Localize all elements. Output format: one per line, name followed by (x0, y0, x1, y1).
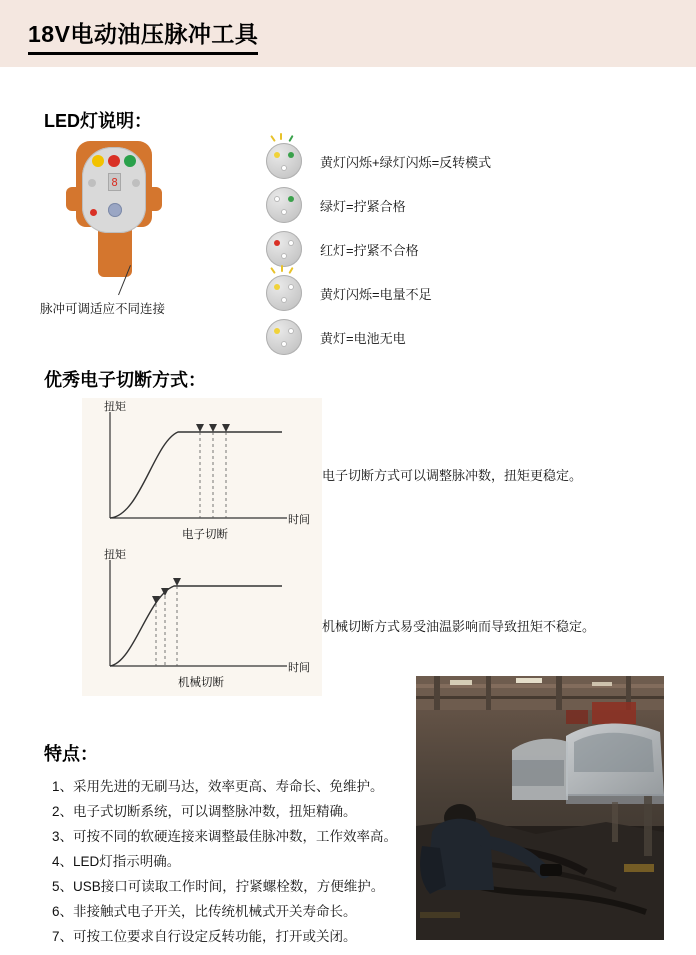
list-item (266, 271, 666, 315)
panel-adjust-button (108, 203, 122, 217)
mechanical-cutoff-chart (82, 546, 322, 696)
electronic-chart-caption: 电子切断 (182, 529, 228, 541)
panel-yellow-led-icon (92, 155, 104, 167)
electronic-x-axis-label: 时间 (288, 514, 310, 526)
led-red-icon (266, 231, 302, 267)
legend-label: 黄灯闪烁+绿灯闪烁=反转模式 (320, 154, 492, 170)
mechanical-x-axis-label: 时间 (288, 662, 310, 674)
mechanical-y-axis-label: 扭矩 (104, 549, 126, 561)
list-item: 3、可按不同的软硬连接来调整最佳脉冲数，工作效率高。 (52, 829, 398, 844)
list-item (266, 139, 666, 183)
panel-small-red-dot-icon (90, 209, 97, 216)
list-item (266, 227, 666, 271)
list-item: 6、非接触式电子开关，比传统机械式开关寿命长。 (52, 904, 357, 919)
led-green-icon (266, 187, 302, 223)
factory-assembly-line-photo (416, 676, 664, 940)
mechanical-chart-caption: 机械切断 (178, 677, 224, 689)
panel-green-led-icon (124, 155, 136, 167)
page-title: 18V电动油压脉冲工具 (28, 16, 258, 55)
led-yellow-green-blink-icon (266, 143, 302, 179)
panel-red-led-icon (108, 155, 120, 167)
list-item: 5、USB接口可读取工作时间，拧紧螺栓数，方便维护。 (52, 879, 385, 894)
tool-caption: 脉冲可调适应不同连接 (40, 302, 166, 316)
page-header (0, 0, 696, 67)
electronic-cutoff-chart (82, 398, 322, 548)
legend-label: 黄灯闪烁=电量不足 (320, 286, 432, 302)
legend-label: 红灯=拧紧不合格 (320, 242, 419, 258)
cutoff-comparison-section (0, 350, 696, 730)
list-item (266, 183, 666, 227)
led-yellow-blink-icon (266, 275, 302, 311)
led-section-heading: LED灯说明： (44, 111, 152, 131)
list-item: 1、采用先进的无刷马达，效率更高、寿命长、免维护。 (52, 779, 384, 794)
panel-digit-display: 8 (108, 173, 121, 191)
factory-photo-graphic (416, 676, 664, 940)
led-description-section (0, 67, 696, 347)
cutoff-section-heading: 优秀电子切断方式： (44, 370, 206, 390)
tool-illustration (62, 135, 180, 295)
tool-left-nub (66, 187, 82, 211)
panel-left-dot-icon (88, 179, 96, 187)
electronic-cutoff-note: 电子切断方式可以调整脉冲数，扭矩更稳定。 (322, 468, 583, 483)
tool-right-nub (146, 187, 162, 211)
mechanical-cutoff-note: 机械切断方式易受油温影响而导致扭矩不稳定。 (322, 619, 596, 634)
features-list (52, 774, 422, 949)
list-item: 7、可按工位要求自行设定反转功能，打开或关闭。 (52, 929, 357, 944)
panel-right-dot-icon (132, 179, 140, 187)
electronic-y-axis-label: 扭矩 (104, 401, 126, 413)
features-section-heading: 特点： (44, 744, 98, 764)
legend-label: 黄灯=电池无电 (320, 330, 406, 346)
led-legend-list (266, 139, 666, 359)
list-item: 4、LED灯指示明确。 (52, 854, 181, 869)
legend-label: 绿灯=拧紧合格 (320, 198, 406, 214)
list-item: 2、电子式切断系统，可以调整脉冲数，扭矩精确。 (52, 804, 357, 819)
tool-control-panel (82, 147, 146, 233)
